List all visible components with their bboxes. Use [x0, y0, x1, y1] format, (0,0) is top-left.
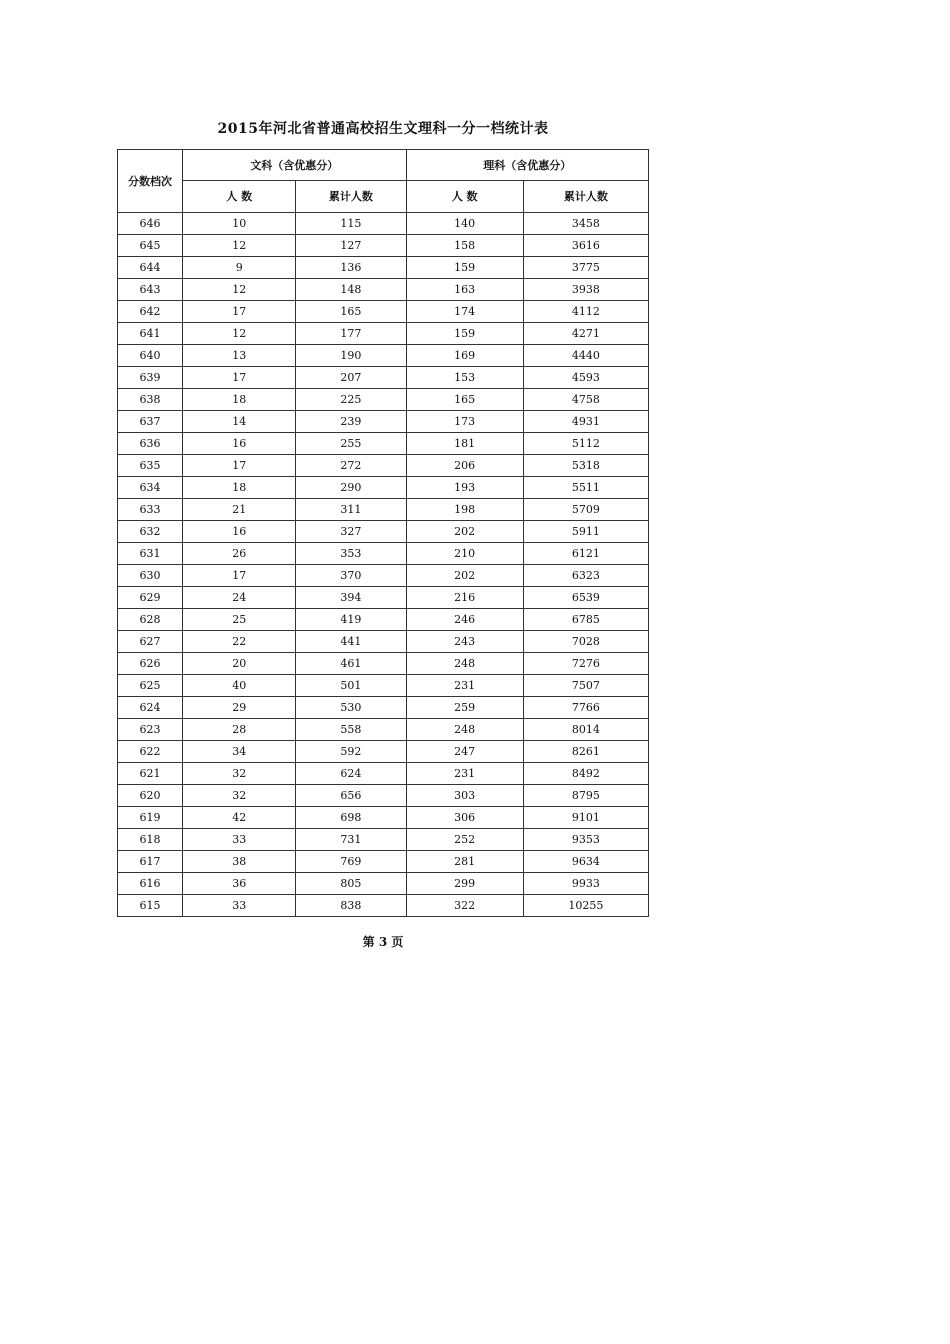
- liberal-count-cell: 18: [183, 477, 296, 499]
- liberal-count-cell: 16: [183, 521, 296, 543]
- score-cell: 617: [118, 851, 183, 873]
- science-count-cell: 281: [406, 851, 523, 873]
- science-cumulative-cell: 5112: [523, 433, 648, 455]
- page-number: 第 3 页: [362, 935, 404, 949]
- science-cumulative-cell: 6323: [523, 565, 648, 587]
- score-cell: 637: [118, 411, 183, 433]
- liberal-cumulative-cell: 165: [296, 301, 406, 323]
- liberal-count-cell: 36: [183, 873, 296, 895]
- liberal-count-cell: 18: [183, 389, 296, 411]
- science-count-cell: 322: [406, 895, 523, 917]
- table-row: [118, 895, 649, 917]
- science-header: 理科（含优惠分）: [406, 150, 648, 181]
- liberal-count-cell: 17: [183, 455, 296, 477]
- score-cell: 640: [118, 345, 183, 367]
- science-cumulative-cell: 3938: [523, 279, 648, 301]
- liberal-count-cell: 29: [183, 697, 296, 719]
- score-cell: 641: [118, 323, 183, 345]
- table-row: [118, 587, 649, 609]
- score-cell: 622: [118, 741, 183, 763]
- table-row: [118, 719, 649, 741]
- liberal-cumulative-cell: 239: [296, 411, 406, 433]
- science-cumulative-cell: 9933: [523, 873, 648, 895]
- science-count-cell: 202: [406, 521, 523, 543]
- score-table: [117, 149, 649, 917]
- liberal-cumulative-header: 累计人数: [296, 181, 406, 213]
- score-cell: 626: [118, 653, 183, 675]
- table-row: [118, 543, 649, 565]
- table-row: [118, 367, 649, 389]
- table-row: [118, 763, 649, 785]
- liberal-count-header: 人 数: [183, 181, 296, 213]
- score-cell: 618: [118, 829, 183, 851]
- liberal-cumulative-cell: 624: [296, 763, 406, 785]
- liberal-cumulative-cell: 127: [296, 235, 406, 257]
- science-count-cell: 259: [406, 697, 523, 719]
- liberal-count-cell: 38: [183, 851, 296, 873]
- liberal-cumulative-cell: 461: [296, 653, 406, 675]
- table-row: [118, 499, 649, 521]
- score-cell: 636: [118, 433, 183, 455]
- liberal-cumulative-cell: 592: [296, 741, 406, 763]
- science-cumulative-cell: 8492: [523, 763, 648, 785]
- science-cumulative-cell: 7507: [523, 675, 648, 697]
- science-cumulative-cell: 9101: [523, 807, 648, 829]
- science-cumulative-cell: 5318: [523, 455, 648, 477]
- science-count-cell: 216: [406, 587, 523, 609]
- liberal-cumulative-cell: 419: [296, 609, 406, 631]
- score-cell: 635: [118, 455, 183, 477]
- score-cell: 620: [118, 785, 183, 807]
- science-cumulative-cell: 8014: [523, 719, 648, 741]
- science-count-cell: 231: [406, 763, 523, 785]
- liberal-count-cell: 10: [183, 213, 296, 235]
- table-row: [118, 785, 649, 807]
- liberal-count-cell: 12: [183, 323, 296, 345]
- score-cell: 644: [118, 257, 183, 279]
- table-row: [118, 741, 649, 763]
- score-cell: 629: [118, 587, 183, 609]
- liberal-cumulative-cell: 290: [296, 477, 406, 499]
- science-count-cell: 202: [406, 565, 523, 587]
- score-cell: 619: [118, 807, 183, 829]
- science-count-cell: 193: [406, 477, 523, 499]
- science-count-cell: 153: [406, 367, 523, 389]
- science-cumulative-cell: 3458: [523, 213, 648, 235]
- table-row: [118, 851, 649, 873]
- science-count-cell: 248: [406, 719, 523, 741]
- liberal-count-cell: 12: [183, 279, 296, 301]
- science-count-cell: 158: [406, 235, 523, 257]
- science-count-header: 人 数: [406, 181, 523, 213]
- science-count-cell: 159: [406, 257, 523, 279]
- liberal-count-cell: 32: [183, 763, 296, 785]
- liberal-count-cell: 24: [183, 587, 296, 609]
- score-cell: 621: [118, 763, 183, 785]
- science-count-cell: 210: [406, 543, 523, 565]
- score-cell: 625: [118, 675, 183, 697]
- science-count-cell: 174: [406, 301, 523, 323]
- liberal-cumulative-cell: 148: [296, 279, 406, 301]
- table-row: [118, 697, 649, 719]
- score-cell: 623: [118, 719, 183, 741]
- science-cumulative-cell: 4271: [523, 323, 648, 345]
- science-cumulative-cell: 6785: [523, 609, 648, 631]
- liberal-cumulative-cell: 255: [296, 433, 406, 455]
- science-cumulative-cell: 8795: [523, 785, 648, 807]
- table-row: [118, 411, 649, 433]
- science-cumulative-cell: 8261: [523, 741, 648, 763]
- liberal-count-cell: 40: [183, 675, 296, 697]
- liberal-cumulative-cell: 190: [296, 345, 406, 367]
- liberal-count-cell: 33: [183, 829, 296, 851]
- table-row: [118, 521, 649, 543]
- table-row: [118, 389, 649, 411]
- liberal-cumulative-cell: 698: [296, 807, 406, 829]
- science-count-cell: 173: [406, 411, 523, 433]
- science-cumulative-cell: 3775: [523, 257, 648, 279]
- liberal-cumulative-cell: 225: [296, 389, 406, 411]
- science-cumulative-cell: 7028: [523, 631, 648, 653]
- science-count-cell: 159: [406, 323, 523, 345]
- liberal-cumulative-cell: 311: [296, 499, 406, 521]
- score-cell: 646: [118, 213, 183, 235]
- science-count-cell: 165: [406, 389, 523, 411]
- science-cumulative-cell: 10255: [523, 895, 648, 917]
- score-cell: 633: [118, 499, 183, 521]
- science-count-cell: 169: [406, 345, 523, 367]
- liberal-cumulative-cell: 501: [296, 675, 406, 697]
- score-header: 分数档次: [118, 150, 183, 213]
- science-count-cell: 247: [406, 741, 523, 763]
- science-cumulative-cell: 4593: [523, 367, 648, 389]
- table-row: [118, 257, 649, 279]
- science-count-cell: 246: [406, 609, 523, 631]
- score-cell: 615: [118, 895, 183, 917]
- science-count-cell: 243: [406, 631, 523, 653]
- science-cumulative-cell: 4758: [523, 389, 648, 411]
- science-cumulative-cell: 5511: [523, 477, 648, 499]
- table-row: [118, 873, 649, 895]
- liberal-count-cell: 16: [183, 433, 296, 455]
- liberal-cumulative-cell: 530: [296, 697, 406, 719]
- liberal-count-cell: 17: [183, 565, 296, 587]
- table-row: [118, 455, 649, 477]
- table-body: [118, 213, 649, 917]
- liberal-count-cell: 13: [183, 345, 296, 367]
- science-count-cell: 252: [406, 829, 523, 851]
- table-row: [118, 477, 649, 499]
- liberal-count-cell: 42: [183, 807, 296, 829]
- table-row: [118, 653, 649, 675]
- liberal-count-cell: 9: [183, 257, 296, 279]
- score-cell: 631: [118, 543, 183, 565]
- liberal-cumulative-cell: 656: [296, 785, 406, 807]
- score-cell: 627: [118, 631, 183, 653]
- table-row: [118, 279, 649, 301]
- liberal-count-cell: 25: [183, 609, 296, 631]
- liberal-count-cell: 33: [183, 895, 296, 917]
- liberal-cumulative-cell: 136: [296, 257, 406, 279]
- table-row: [118, 631, 649, 653]
- liberal-cumulative-cell: 370: [296, 565, 406, 587]
- science-count-cell: 198: [406, 499, 523, 521]
- science-cumulative-cell: 4112: [523, 301, 648, 323]
- liberal-count-cell: 22: [183, 631, 296, 653]
- science-count-cell: 206: [406, 455, 523, 477]
- table-row: [118, 609, 649, 631]
- table-row: [118, 565, 649, 587]
- table-row: [118, 433, 649, 455]
- score-cell: 630: [118, 565, 183, 587]
- liberal-cumulative-cell: 394: [296, 587, 406, 609]
- science-cumulative-cell: 6121: [523, 543, 648, 565]
- score-cell: 628: [118, 609, 183, 631]
- science-count-cell: 248: [406, 653, 523, 675]
- table-row: [118, 301, 649, 323]
- science-count-cell: 163: [406, 279, 523, 301]
- liberal-cumulative-cell: 115: [296, 213, 406, 235]
- liberal-cumulative-cell: 731: [296, 829, 406, 851]
- liberal-count-cell: 12: [183, 235, 296, 257]
- science-count-cell: 306: [406, 807, 523, 829]
- science-count-cell: 299: [406, 873, 523, 895]
- liberal-count-cell: 26: [183, 543, 296, 565]
- science-cumulative-cell: 9353: [523, 829, 648, 851]
- table-row: [118, 675, 649, 697]
- score-cell: 634: [118, 477, 183, 499]
- liberal-cumulative-cell: 558: [296, 719, 406, 741]
- liberal-count-cell: 14: [183, 411, 296, 433]
- liberal-cumulative-cell: 769: [296, 851, 406, 873]
- liberal-count-cell: 20: [183, 653, 296, 675]
- score-cell: 624: [118, 697, 183, 719]
- table-row: [118, 807, 649, 829]
- science-count-cell: 303: [406, 785, 523, 807]
- liberal-cumulative-cell: 441: [296, 631, 406, 653]
- liberal-cumulative-cell: 177: [296, 323, 406, 345]
- science-count-cell: 231: [406, 675, 523, 697]
- science-cumulative-cell: 9634: [523, 851, 648, 873]
- science-cumulative-cell: 6539: [523, 587, 648, 609]
- score-cell: 643: [118, 279, 183, 301]
- liberal-count-cell: 17: [183, 301, 296, 323]
- science-cumulative-cell: 7276: [523, 653, 648, 675]
- science-cumulative-cell: 5911: [523, 521, 648, 543]
- score-cell: 632: [118, 521, 183, 543]
- liberal-cumulative-cell: 805: [296, 873, 406, 895]
- science-cumulative-cell: 4440: [523, 345, 648, 367]
- liberal-cumulative-cell: 327: [296, 521, 406, 543]
- table-row: [118, 829, 649, 851]
- liberal-cumulative-cell: 207: [296, 367, 406, 389]
- science-cumulative-cell: 5709: [523, 499, 648, 521]
- liberal-count-cell: 28: [183, 719, 296, 741]
- score-cell: 639: [118, 367, 183, 389]
- science-count-cell: 181: [406, 433, 523, 455]
- score-cell: 616: [118, 873, 183, 895]
- liberal-cumulative-cell: 353: [296, 543, 406, 565]
- page-title: 2015年河北省普通高校招生文理科一分一档统计表: [217, 121, 549, 137]
- liberal-arts-header: 文科（含优惠分）: [183, 150, 406, 181]
- table-row: [118, 323, 649, 345]
- liberal-cumulative-cell: 838: [296, 895, 406, 917]
- table-row: [118, 213, 649, 235]
- liberal-count-cell: 32: [183, 785, 296, 807]
- science-cumulative-header: 累计人数: [523, 181, 648, 213]
- liberal-cumulative-cell: 272: [296, 455, 406, 477]
- liberal-count-cell: 21: [183, 499, 296, 521]
- table-row: [118, 235, 649, 257]
- liberal-count-cell: 17: [183, 367, 296, 389]
- science-count-cell: 140: [406, 213, 523, 235]
- score-cell: 645: [118, 235, 183, 257]
- science-cumulative-cell: 3616: [523, 235, 648, 257]
- science-cumulative-cell: 7766: [523, 697, 648, 719]
- table-row: [118, 345, 649, 367]
- liberal-count-cell: 34: [183, 741, 296, 763]
- science-cumulative-cell: 4931: [523, 411, 648, 433]
- score-cell: 638: [118, 389, 183, 411]
- score-cell: 642: [118, 301, 183, 323]
